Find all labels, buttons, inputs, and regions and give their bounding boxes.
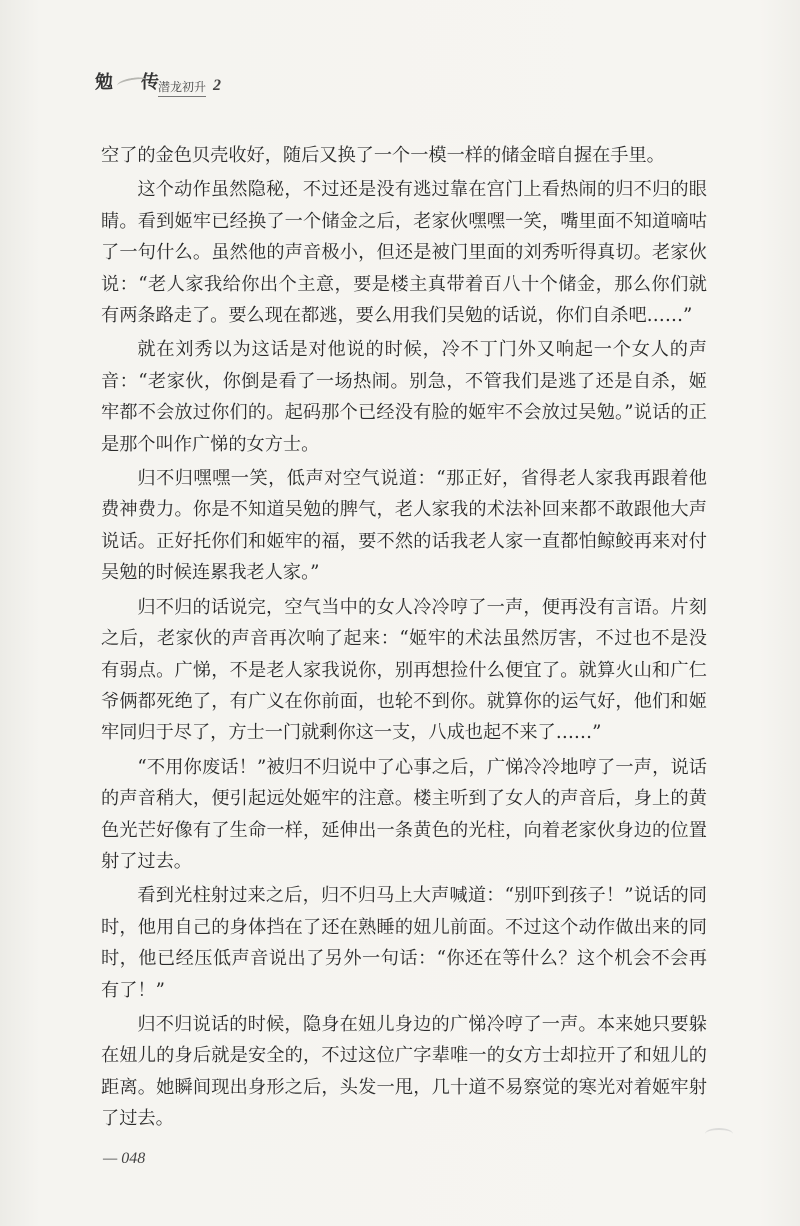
paragraph: 空了的金色贝壳收好，随后又换了一个一模一样的储金暗自握在手里。 (101, 145, 665, 166)
title-char-1: 勉 (95, 72, 115, 93)
running-header (95, 60, 295, 100)
page-number: — 048 (103, 1150, 146, 1167)
paragraph: 就在刘秀以为这话是对他说的时候，冷不丁门外又响起一个女人的声音：“老家伙，你倒是看了一场热闹。别急，不管我们是逃了还是自杀，姬牢都不会放过你们的。起码那个已经没有脸的姬牢不会放过吴勉。”说话的正是那个叫作广悌的女方士。 (101, 339, 707, 455)
scan-smudge (705, 1128, 733, 1140)
paragraph: 这个动作虽然隐秘，不过还是没有逃过靠在宫门上看热闹的归不归的眼睛。看到姬牢已经换了一个储金之后，老家伙嘿嘿一笑，嘴里面不知道嘀咕了一句什么。虽然他的声音极小，但还是被门里面的刘秀听得真切。老家伙说：“老人家我给你出个主意，要是楼主真带着百八十个储金，那么你们就有两条路走了。要么现在都逃，要么用我们吴勉的话说，你们自杀吧……” (101, 179, 707, 327)
paragraph: 归不归说话的时候，隐身在妞儿身边的广悌冷哼了一声。本来她只要躲在妞儿的身后就是安全的，不过这位广字辈唯一的女方士却拉开了和妞儿的距离。她瞬间现出身形之后，头发一甩，几十道不易察觉的寒光对着姬牢射了过去。 (101, 1013, 707, 1130)
body-text (101, 140, 707, 1138)
volume-number: 2 (213, 77, 221, 94)
paragraph: 看到光柱射过来之后，归不归马上大声喊道：“别吓到孩子！”说话的同时，他用自己的身体挡在了还在熟睡的妞儿前面。不过这个动作做出来的同时，他已经压低声音说出了另外一句话：“你还在等什么？这个机会不会再有了！” (101, 885, 707, 1001)
paragraph: 归不归嘿嘿一笑，低声对空气说道：“那正好，省得老人家我再跟着他费神费力。你是不知道吴勉的脾气，老人家我的术法补回来都不敢跟他大声说话。正好托你们和姬牢的福，要不然的话我老人家一直都怕鲸鲛再来对付吴勉的时候连累我老人家。” (101, 468, 707, 584)
paragraph: 归不归的话说完，空气当中的女人冷冷哼了一声，便再没有言语。片刻之后，老家伙的声音再次响了起来：“姬牢的术法虽然厉害，不过也不是没有弱点。广悌，不是老人家我说你，别再想捡什么便宜了。就算火山和广仁爷俩都死绝了，有广义在你前面，也轮不到你。就算你的运气好，他们和姬牢同归于尽了，方士一门就剩你这一支，八成也起不来了……” (101, 596, 707, 744)
paragraph: “不用你废话！”被归不归说中了心事之后，广悌冷冷地哼了一声，说话的声音稍大，便引起远处姬牢的注意。楼主听到了女人的声音后，身上的黄色光芒好像有了生命一样，延伸出一条黄色的光柱，向着老家伙身边的位置射了过去。 (101, 756, 707, 872)
volume-subtitle: 潜龙初升 (158, 78, 206, 97)
title-char-2: 传 (141, 72, 161, 93)
